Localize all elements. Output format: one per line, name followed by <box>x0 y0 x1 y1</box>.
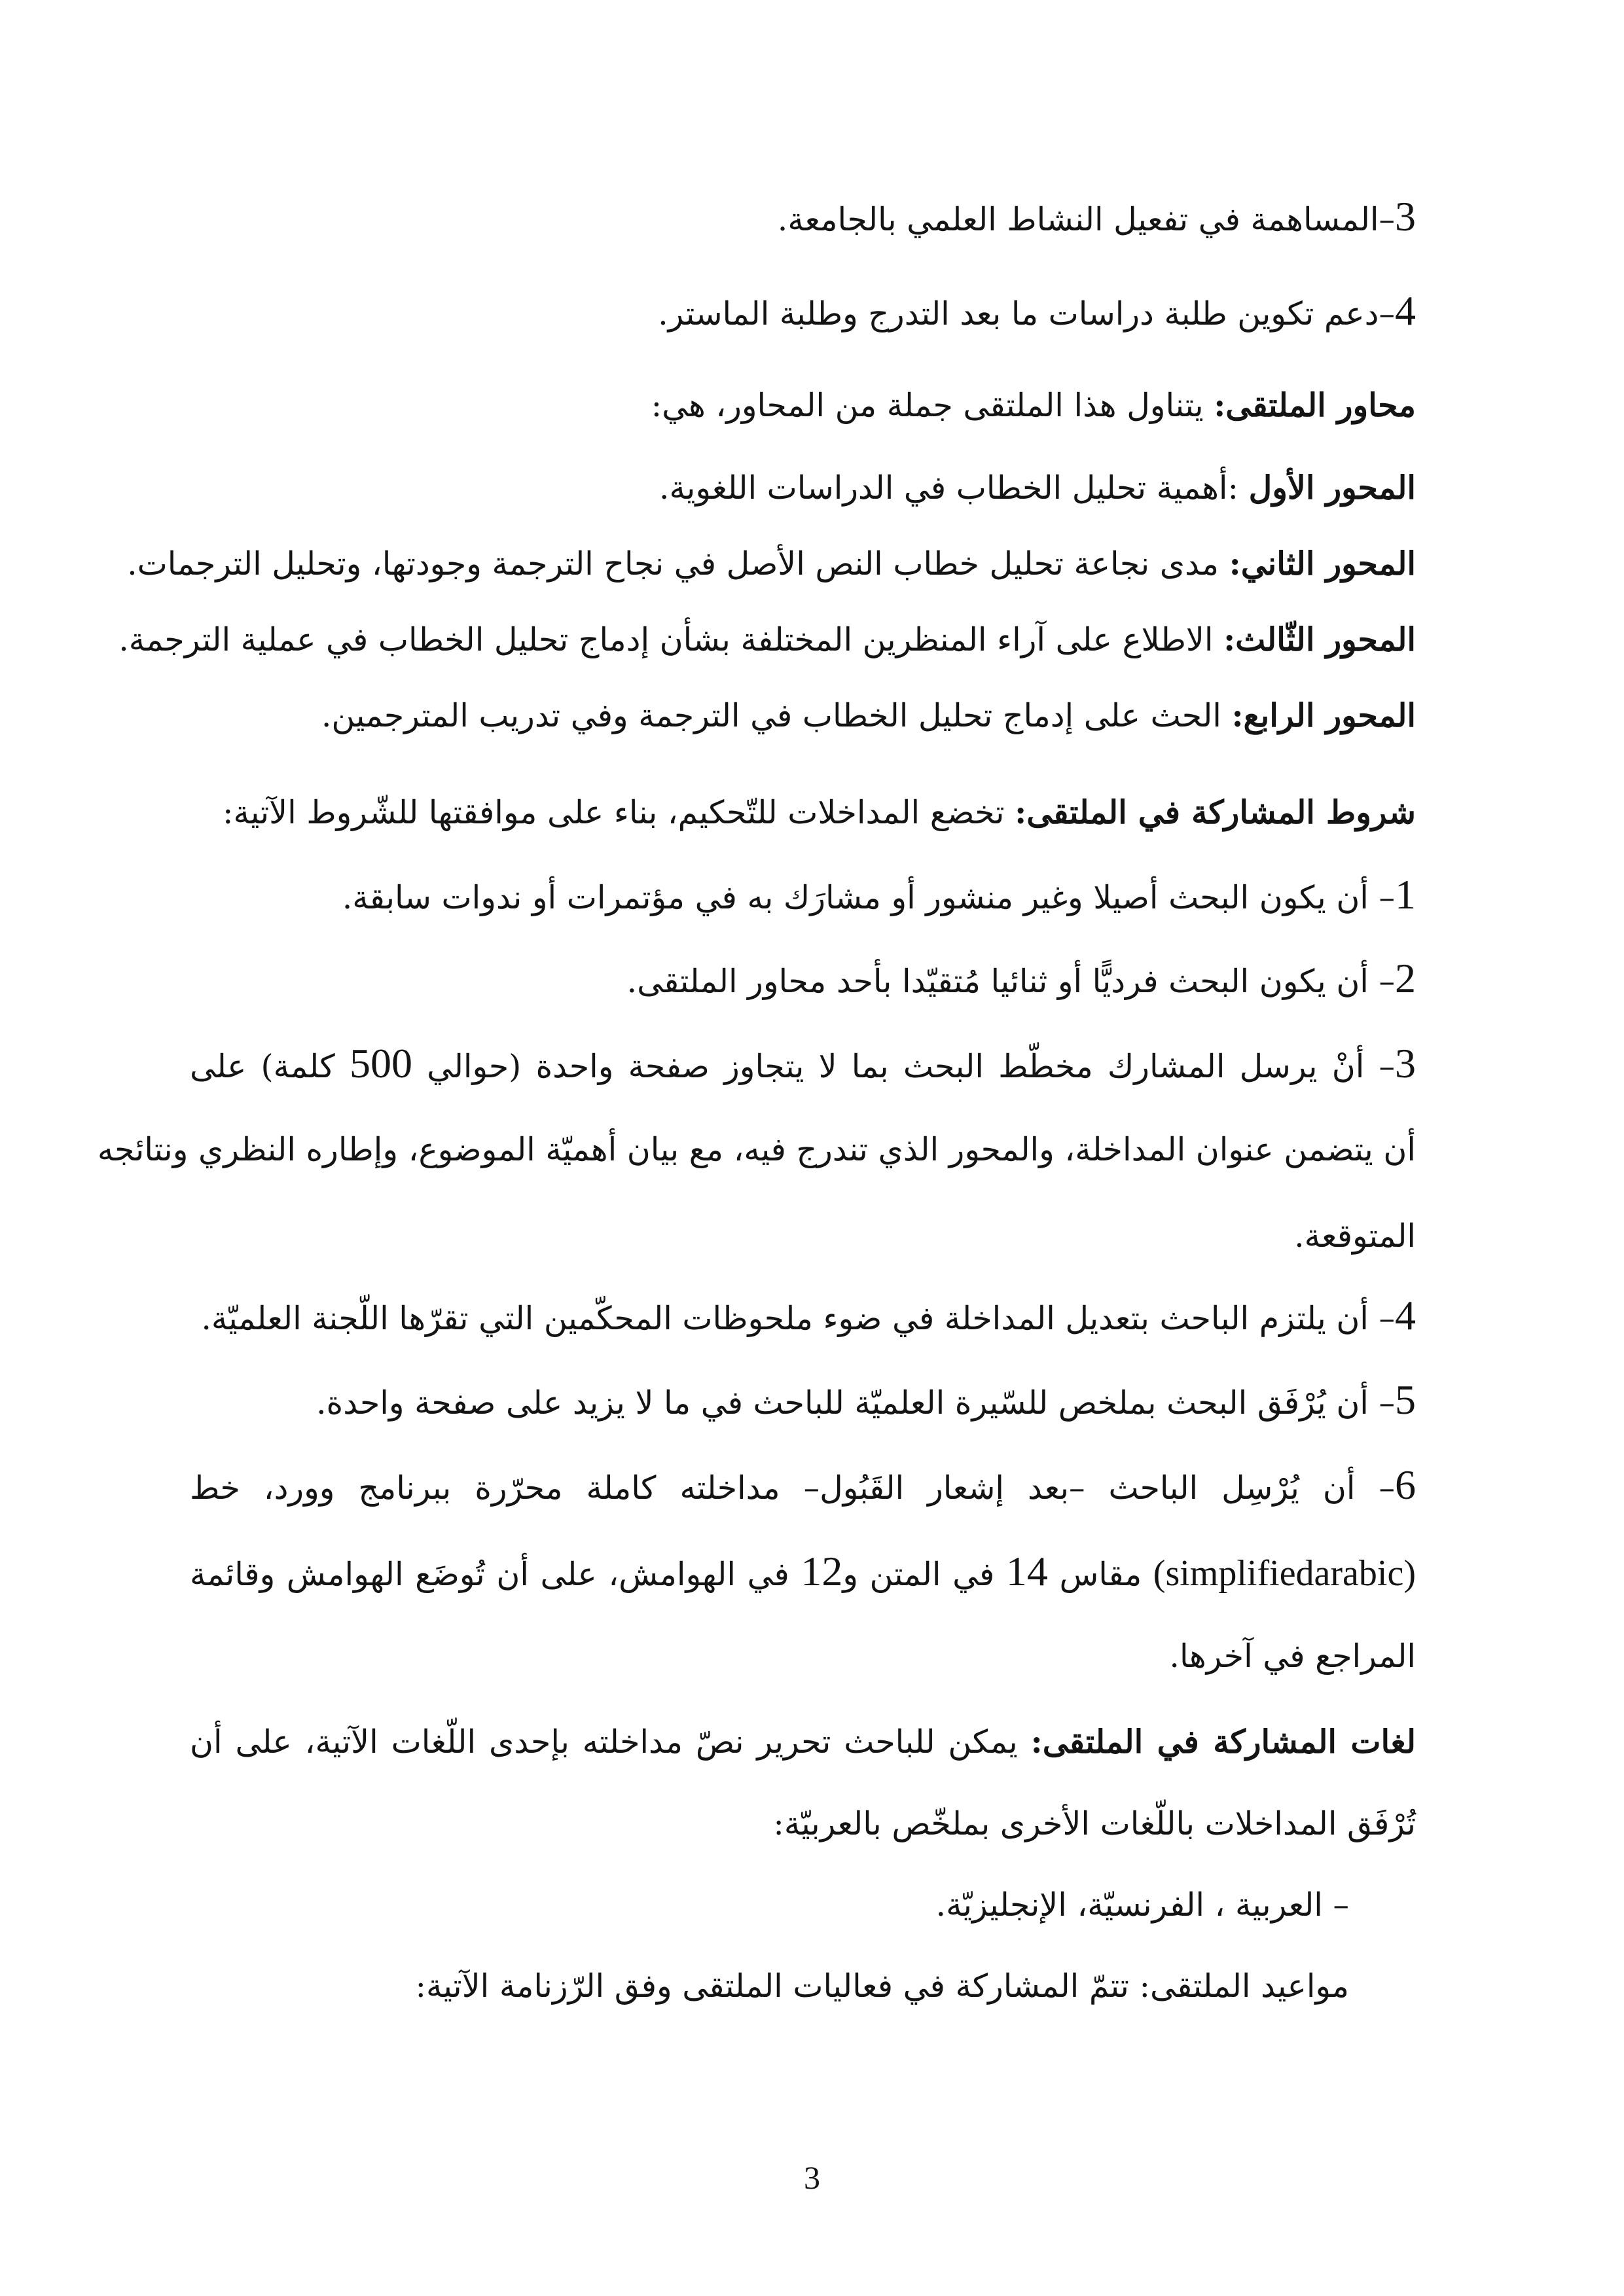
dates-intro: مواعيد الملتقى: تتمّ المشاركة في فعاليات الملتقى وفق الرّزنامة الآتية: <box>415 1967 1349 2005</box>
condition-5 <box>196 1377 1416 1426</box>
condition-text: – أن يُرْسِل الباحث –بعد إشعار القَبُول– مداخلته كاملة محرّرة ببرنامج وورد، خط <box>190 1469 1395 1507</box>
axis-3 <box>118 617 1416 663</box>
condition-4 <box>196 1293 1416 1342</box>
axis-text: مدى نجاعة تحليل خطاب النص الأصل في نجاح الترجمة وجودتها، وتحليل الترجمات. <box>127 545 1229 583</box>
condition-text: – أن يلتزم الباحث بتعديل المداخلة في ضوء ملحوظات المحكّمين التي تقرّها اللّجنة العلميّة. <box>201 1300 1395 1337</box>
axis-label: المحور الثاني: <box>1229 545 1416 583</box>
condition-number: 4 <box>1395 1292 1416 1338</box>
conditions-intro <box>196 789 1416 836</box>
condition-number: 3 <box>1395 1040 1416 1086</box>
languages-line-1: لغات المشاركة في الملتقى: يمكن للباحث تحرير نصّ مداخلته بإحدى اللّغات الآتية، على أن <box>190 1723 1416 1761</box>
notes-text-size: 12 <box>801 1548 843 1594</box>
condition-text: – أن يكون البحث فرديًّا أو ثنائيا مُتقيّدا بأحد محاور الملتقى. <box>626 963 1395 1000</box>
conditions-heading: شروط المشاركة في الملتقى: <box>1015 793 1416 831</box>
objective-item-4 <box>196 288 1416 337</box>
axis-text: الحث على إدماج تحليل الخطاب في الترجمة وفي تدريب المترجمين. <box>321 697 1232 734</box>
axis-2 <box>127 541 1416 587</box>
main-text-size: 14 <box>1005 1548 1048 1594</box>
axes-heading: محاور الملتقى: <box>1214 386 1416 424</box>
axis-1 <box>196 465 1416 511</box>
condition-3-line-3: المتوقعة. <box>1294 1217 1416 1255</box>
objective-text: –المساهمة في تفعيل النشاط العلمي بالجامعة. <box>777 201 1395 238</box>
condition-6-line-3: المراجع في آخرها. <box>1169 1638 1416 1675</box>
axis-text: الاطلاع على آراء المنظرين المختلفة بشأن إدماج تحليل الخطاب في عملية الترجمة. <box>118 621 1224 658</box>
objective-number: 3 <box>1395 193 1416 240</box>
objective-text: –دعم تكوين طلبة دراسات ما بعد التدرج وطلبة الماستر. <box>658 295 1395 332</box>
axis-4 <box>196 692 1416 739</box>
condition-2 <box>196 956 1416 1005</box>
condition-text: – أن يكون البحث أصيلا وغير منشور أو مشارَك به في مؤتمرات أو ندوات سابقة. <box>342 879 1395 916</box>
objective-number: 4 <box>1395 287 1416 334</box>
axis-label: المحور الثّالث: <box>1223 620 1416 658</box>
condition-number: 6 <box>1395 1462 1416 1508</box>
word-count: 500 <box>349 1040 412 1086</box>
condition-number: 2 <box>1395 955 1416 1001</box>
condition-1 <box>196 872 1416 921</box>
condition-3-line-1 <box>190 1041 1416 1090</box>
condition-number: 5 <box>1395 1376 1416 1423</box>
axes-intro-text: يتناول هذا الملتقى جملة من المحاور، هي: <box>651 387 1214 424</box>
condition-6-line-2: (simplifiedarabic) مقاس 14 في المتن و12 في الهوامش، على أن تُوضَع الهوامش وقائمة <box>190 1548 1416 1594</box>
condition-text: – أنْ يرسل المشارك مخطّط البحث بما لا يتجاوز صفحة واحدة (حوالي <box>412 1048 1396 1085</box>
condition-number: 1 <box>1395 871 1416 918</box>
conditions-intro-text: تخضع المداخلات للتّحكيم، بناء على موافقتها للشّروط الآتية: <box>222 794 1015 831</box>
font-name: (simplifiedarabic) <box>1153 1553 1416 1594</box>
axes-intro <box>196 382 1416 429</box>
condition-3-line-2: أن يتضمن عنوان المداخلة، والمحور الذي تندرج فيه، مع بيان أهميّة الموضوع، وإطاره النظري ونتائجه <box>97 1131 1416 1168</box>
languages-list: – العربية ، الفرنسيّة، الإنجليزيّة. <box>935 1886 1349 1924</box>
languages-line-2: تُرْفَق المداخلات باللّغات الأخرى بملخّص بالعربيّة: <box>773 1805 1416 1842</box>
axis-label: المحور الرابع: <box>1231 696 1416 734</box>
axis-label: المحور الأول <box>1248 469 1416 507</box>
condition-6-line-1 <box>190 1462 1416 1511</box>
languages-heading: لغات المشاركة في الملتقى: <box>1030 1723 1416 1761</box>
objective-item-3 <box>196 194 1416 243</box>
condition-text: كلمة) على <box>190 1048 350 1085</box>
page-number: 3 <box>804 2159 820 2196</box>
condition-text: – أن يُرْفَق البحث بملخص للسّيرة العلميّة للباحث في ما لا يزيد على صفحة واحدة. <box>316 1384 1395 1422</box>
axis-text: :أهمية تحليل الخطاب في الدراسات اللغوية. <box>659 469 1249 507</box>
